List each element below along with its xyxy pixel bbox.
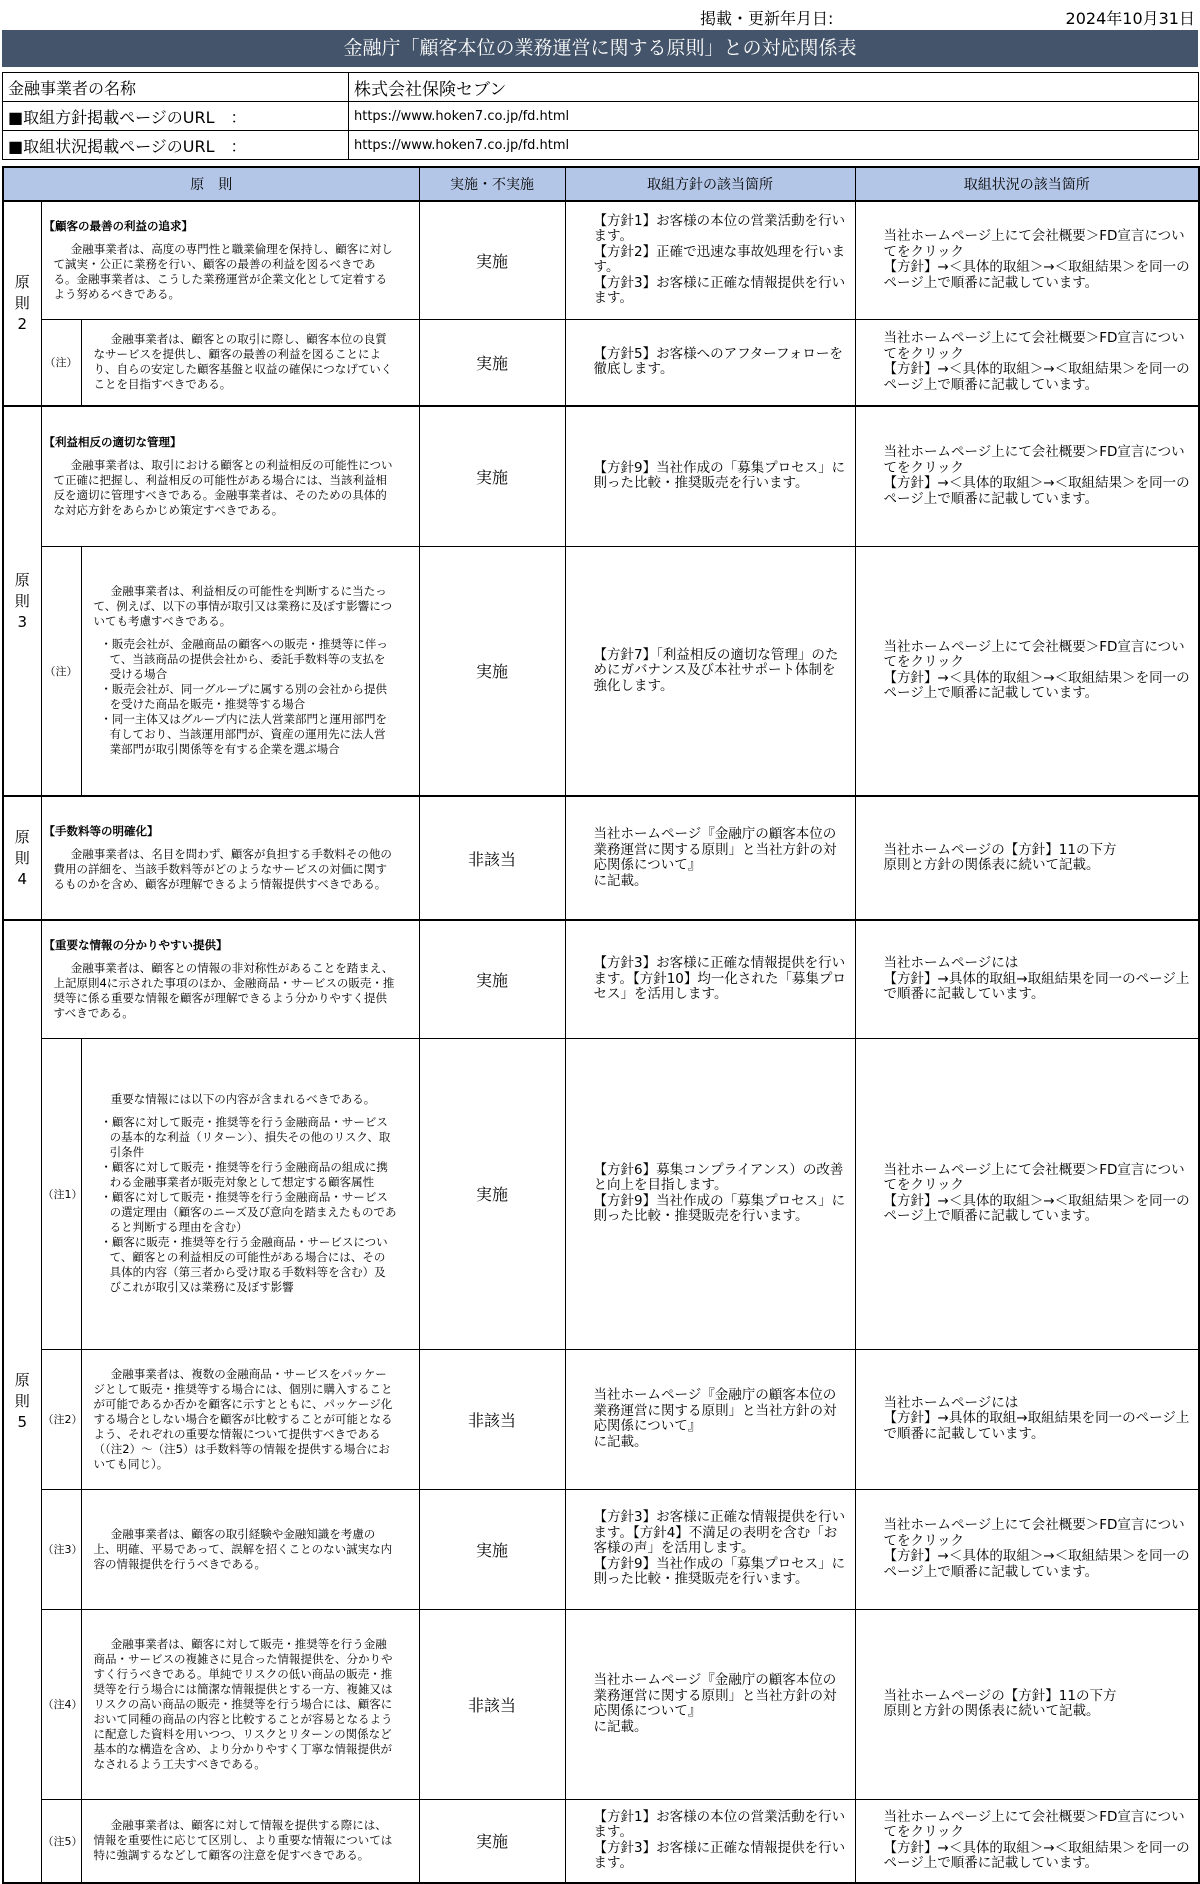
status-cell: 実施: [419, 406, 565, 546]
table-row: [3, 406, 1199, 546]
result-cell: 当社ホームページには 【方針】→具体的取組→取組結果を同一のページ上で順番に記載しています。: [855, 1349, 1199, 1489]
status-url-value[interactable]: https://www.hoken7.co.jp/fd.html: [349, 131, 1199, 160]
result-cell: 当社ホームページ上にて会社概要＞FD宣言についてをクリック 【方針】→＜具体的取組＞→＜取組結果＞を同一のページ上で順番に記載しています。: [855, 1489, 1199, 1609]
note-label: （注1）: [41, 1038, 81, 1349]
principle-text: [81, 1038, 419, 1349]
policy-cell: 【方針3】お客様に正確な情報提供を行います。【方針10】均一化された「募集プロセス」を活用します。: [565, 920, 855, 1038]
principle-number: 原 則 5: [3, 920, 41, 1883]
bullet-item: ・ 顧客に対して販売・推奨等を行う金融商品・サービスの基本的な利益（リターン）、損失その他のリスク、取引条件: [94, 1115, 397, 1160]
result-cell: 当社ホームページの【方針】11の下方 原則と方針の関係表に続いて記載。: [855, 1609, 1199, 1799]
principle-heading: 【手数料等の明確化】: [43, 824, 159, 838]
table-row: [3, 796, 1199, 920]
table-row: [3, 1609, 1199, 1799]
principle-paragraph: 金融事業者は、高度の専門性と職業倫理を保持し、顧客に対して誠実・公正に業務を行い、顧客の最善の利益を図るべきである。金融事業者は、こうした業務運営が企業文化として定着するよう努めるべきである。: [53, 241, 393, 301]
principles-table: [2, 166, 1200, 1884]
principle-text: [41, 201, 419, 319]
policy-url-value[interactable]: https://www.hoken7.co.jp/fd.html: [349, 102, 1199, 131]
principle-number: 原 則 2: [3, 201, 41, 406]
policy-cell: 当社ホームページ『金融庁の顧客本位の業務運営に関する原則」と当社方針の対応関係について』 に記載。: [565, 1609, 855, 1799]
bullet-item: ・ 顧客に販売・推奨等を行う金融商品・サービスについて、顧客との利益相反の可能性がある場合には、その具体的内容（第三者から受け取る手数料等を含む）及びこれが取引又は業務に及ぼす影響: [94, 1235, 397, 1295]
bullet-item: ・ 顧客に対して販売・推奨等を行う金融商品の組成に携わる金融事業者が販売対象として想定する顧客属性: [94, 1160, 397, 1190]
status-cell: 実施: [419, 1038, 565, 1349]
note-label: （注）: [41, 319, 81, 406]
result-cell: 当社ホームページ上にて会社概要＞FD宣言についてをクリック 【方針】→＜具体的取組＞→＜取組結果＞を同一のページ上で順番に記載しています。: [855, 546, 1199, 796]
date-value: 2024年10月31日: [1065, 9, 1195, 28]
principle-text: [81, 1489, 419, 1609]
date-label: 掲載・更新年月日:: [700, 9, 834, 28]
result-cell: 当社ホームページ上にて会社概要＞FD宣言についてをクリック 【方針】→＜具体的取組＞→＜取組結果＞を同一のページ上で順番に記載しています。: [855, 1799, 1199, 1883]
result-cell: 当社ホームページ上にて会社概要＞FD宣言についてをクリック 【方針】→＜具体的取組＞→＜取組結果＞を同一のページ上で順番に記載しています。: [855, 1038, 1199, 1349]
column-result: 取組状況の該当箇所: [855, 167, 1199, 201]
principle-heading: 【顧客の最善の利益の追求】: [43, 218, 193, 233]
bullet-list: [94, 637, 397, 757]
table-row: [3, 546, 1199, 796]
bullet-item: ・ 販売会社が、同一グループに属する別の会社から提供を受けた商品を販売・推奨等する場合: [94, 682, 397, 712]
note-label: （注5）: [41, 1799, 81, 1883]
status-cell: 実施: [419, 201, 565, 319]
policy-cell: 当社ホームページ『金融庁の顧客本位の業務運営に関する原則」と当社方針の対応関係について』 に記載。: [565, 1349, 855, 1489]
result-cell: 当社ホームページ上にて会社概要＞FD宣言についてをクリック 【方針】→＜具体的取組＞→＜取組結果＞を同一のページ上で順番に記載しています。: [855, 406, 1199, 546]
result-cell: 当社ホームページの【方針】11の下方 原則と方針の関係表に続いて記載。: [855, 796, 1199, 920]
status-cell: 非該当: [419, 796, 565, 920]
company-name-row: [3, 73, 1199, 102]
principle-text: [41, 406, 419, 546]
policy-url-row: [3, 102, 1199, 131]
status-cell: 非該当: [419, 1349, 565, 1489]
principle-text: [41, 796, 419, 920]
company-info-table: [2, 72, 1199, 160]
status-cell: 実施: [419, 319, 565, 406]
status-url-label: ■取組状況掲載ページのURL ：: [3, 131, 349, 160]
principle-text: [81, 1799, 419, 1883]
policy-cell: 【方針1】お客様の本位の営業活動を行います。 【方針2】正確で迅速な事故処理を行います。 【方針3】お客様に正確な情報提供を行います。: [565, 201, 855, 319]
page-title: 金融庁「顧客本位の業務運営に関する原則」との対応関係表: [2, 30, 1198, 67]
table-row: [3, 1489, 1199, 1609]
bullet-list: [94, 1115, 397, 1295]
principle-paragraph: 重要な情報には以下の内容が含まれるべきである。: [110, 1092, 376, 1106]
result-cell: 当社ホームページ上にて会社概要＞FD宣言についてをクリック 【方針】→＜具体的取組＞→＜取組結果＞を同一のページ上で順番に記載しています。: [855, 201, 1199, 319]
policy-cell: 【方針3】お客様に正確な情報提供を行います。【方針4】不満足の表明を含む「お客様の声」を活用します。 【方針9】当社作成の「募集プロセス」に則った比較・推奨販売を行います。: [565, 1489, 855, 1609]
table-row: [3, 1349, 1199, 1489]
note-label: （注2）: [41, 1349, 81, 1489]
bullet-item: ・ 顧客に対して販売・推奨等を行う金融商品・サービスの選定理由（顧客のニーズ及び意向を踏まえたものであると判断する理由を含む）: [94, 1190, 397, 1235]
principle-text: [81, 1609, 419, 1799]
policy-cell: 【方針9】当社作成の「募集プロセス」に則った比較・推奨販売を行います。: [565, 406, 855, 546]
principle-text: [81, 1349, 419, 1489]
status-url-row: [3, 131, 1199, 160]
result-cell: 当社ホームページには 【方針】→具体的取組→取組結果を同一のページ上で順番に記載しています。: [855, 920, 1199, 1038]
status-cell: 実施: [419, 1489, 565, 1609]
principle-paragraph: 金融事業者は、顧客との取引に際し、顧客本位の良質なサービスを提供し、顧客の最善の利益を図ることにより、自らの安定した顧客基盤と収益の確保につなげていくことを目指すべきである。: [93, 332, 393, 392]
policy-cell: 【方針5】お客様へのアフターフォローを徹底します。: [565, 319, 855, 406]
status-cell: 実施: [419, 920, 565, 1038]
note-label: （注4）: [41, 1609, 81, 1799]
policy-cell: 【方針1】お客様の本位の営業活動を行います。 【方針3】お客様に正確な情報提供を行います。: [565, 1799, 855, 1883]
status-cell: 実施: [419, 546, 565, 796]
principle-paragraph: 金融事業者は、利益相反の可能性を判断するに当たって、例えば、以下の事情が取引又は業務に及ぼす影響についても考慮すべきである。: [93, 584, 393, 629]
column-principle: 原 則: [3, 167, 419, 201]
result-cell: 当社ホームページ上にて会社概要＞FD宣言についてをクリック 【方針】→＜具体的取組＞→＜取組結果＞を同一のページ上で順番に記載しています。: [855, 319, 1199, 406]
table-header-row: [3, 167, 1199, 201]
column-status: 実施・不実施: [419, 167, 565, 201]
note-label: （注）: [41, 546, 81, 796]
table-row: [3, 920, 1199, 1038]
principle-paragraph: 金融事業者は、名目を問わず、顧客が負担する手数料その他の費用の詳細を、当該手数料等がどのようなサービスの対価に関するものかを含め、顧客が理解できるよう情報提供すべきである。: [53, 847, 392, 891]
table-row: [3, 1799, 1199, 1883]
principle-paragraph: 金融事業者は、取引における顧客との利益相反の可能性について正確に把握し、利益相反の可能性がある場合には、当該利益相反を適切に管理すべきである。金融事業者は、そのための具体的な対応方針をあらかじめ策定すべきである。: [53, 457, 393, 517]
table-row: [3, 1038, 1199, 1349]
principle-paragraph: 金融事業者は、複数の金融商品・サービスをパッケージとして販売・推奨等する場合には、個別に購入することが可能であるか否かを顧客に示すとともに、パッケージ化する場合としない場合を顧客が比較することが可能となるよう、それぞれの重要な情報について提供すべきである（（注2）～（注5）は手数料等の情報を提供する場合においても同じ）。: [93, 1366, 393, 1471]
status-cell: 実施: [419, 1799, 565, 1883]
principle-paragraph: 金融事業者は、顧客の取引経験や金融知識を考慮の上、明確、平易であって、誤解を招くことのない誠実な内容の情報提供を行うべきである。: [93, 1526, 393, 1571]
principle-paragraph: 金融事業者は、顧客に対して情報を提供する際には、情報を重要性に応じて区別し、より重要な情報については特に強調するなどして顧客の注意を促すべきである。: [93, 1818, 393, 1863]
table-body: [3, 201, 1199, 1883]
principle-text: [41, 920, 419, 1038]
principle-text: [81, 546, 419, 796]
principle-number: 原 則 4: [3, 796, 41, 920]
table-row: [3, 319, 1199, 406]
company-name-label: 金融事業者の名称: [3, 73, 349, 102]
company-name-value: 株式会社保険セブン: [349, 73, 1199, 102]
date-row: [0, 0, 1200, 30]
bullet-item: ・ 同一主体又はグループ内に法人営業部門と運用部門を有しており、当該運用部門が、資産の運用先に法人営業部門が取引関係等を有する企業を選ぶ場合: [94, 712, 397, 757]
note-label: （注3）: [41, 1489, 81, 1609]
policy-cell: 当社ホームページ『金融庁の顧客本位の業務運営に関する原則」と当社方針の対応関係について』 に記載。: [565, 796, 855, 920]
policy-cell: 【方針6】募集コンプライアンス）の改善と向上を目指します。 【方針9】当社作成の「募集プロセス」に則った比較・推奨販売を行います。: [565, 1038, 855, 1349]
principle-text: [81, 319, 419, 406]
principle-number: 原 則 3: [3, 406, 41, 796]
principle-paragraph: 金融事業者は、顧客に対して販売・推奨等を行う金融商品・サービスの複雑さに見合った情報提供を、分かりやすく行うべきである。単純でリスクの低い商品の販売・推奨等を行う場合には簡潔な情報提供とする一方、複雑又はリスクの高い商品の販売・推奨等を行う場合には、顧客において同種の商品の内容と比較することが容易となるように配意した資料を用いつつ、リスクとリターンの関係など基本的な構造を含め、より分かりやすく丁寧な情報提供がなされるよう工夫すべきである。: [93, 1636, 393, 1771]
policy-url-label: ■取組方針掲載ページのURL ：: [3, 102, 349, 131]
bullet-item: ・ 販売会社が、金融商品の顧客への販売・推奨等に伴って、当該商品の提供会社から、委託手数料等の支払を受ける場合: [94, 637, 397, 682]
principle-paragraph: 金融事業者は、顧客との情報の非対称性があることを踏まえ、上記原則4に示された事項のほか、金融商品・サービスの販売・推奨等に係る重要な情報を顧客が理解できるよう分かりやすく提供すべきである。: [53, 960, 395, 1020]
principle-heading: 【重要な情報の分かりやすい提供】: [43, 937, 228, 952]
principle-heading: 【利益相反の適切な管理】: [43, 434, 182, 449]
column-policy: 取組方針の該当箇所: [565, 167, 855, 201]
policy-cell: 【方針7】「利益相反の適切な管理」のためにガバナンス及び本社サポート体制を強化します。: [565, 546, 855, 796]
status-cell: 非該当: [419, 1609, 565, 1799]
table-row: [3, 201, 1199, 319]
